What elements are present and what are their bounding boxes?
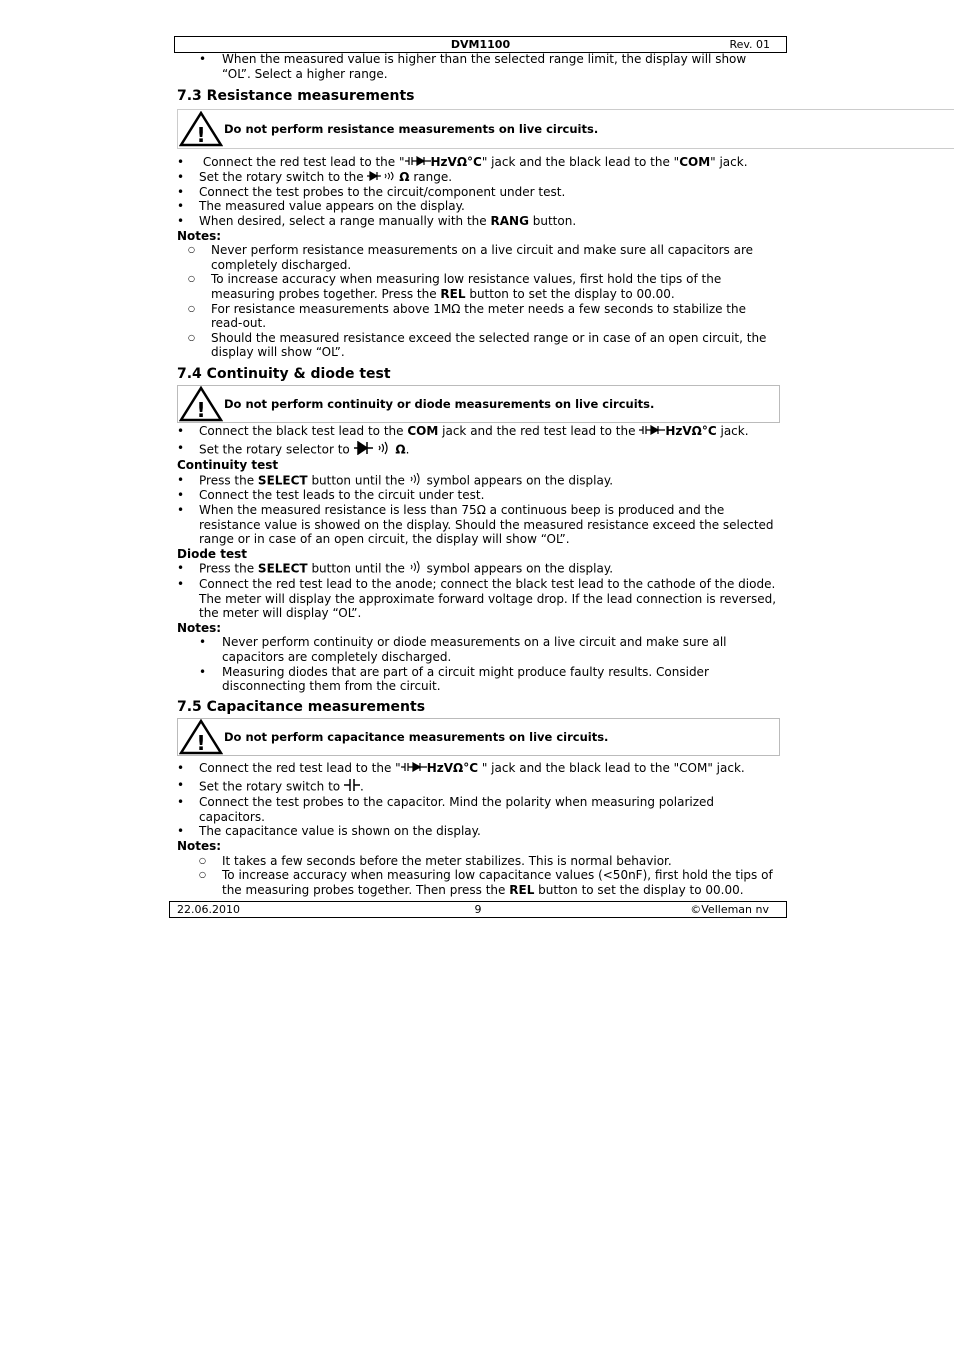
text: .: [359, 778, 364, 793]
notes-label: Notes:: [177, 228, 222, 243]
warning-box: [177, 718, 780, 756]
section-title-7-4: 7.4 Continuity & diode test: [177, 365, 391, 382]
text: Set the rotary switch to the: [199, 169, 364, 184]
text: Press the: [199, 473, 255, 488]
revision: Rev. 01: [729, 38, 770, 51]
text: range.: [413, 169, 453, 184]
warning-box: [177, 385, 780, 423]
text: Press the: [199, 561, 255, 576]
svg-text:!: !: [196, 730, 206, 755]
text: Connect the red test lead to the ": [202, 155, 405, 170]
notes-label: Notes:: [177, 838, 222, 853]
warning-text: Do not perform capacitance measurements on live circuits.: [224, 729, 609, 744]
page-header: [174, 36, 787, 53]
model-name: DVM1100: [450, 38, 511, 51]
continuity-notes: [177, 635, 777, 693]
list-item: ○ It takes a few seconds before the meter stabilizes. This is normal behavior.: [177, 854, 777, 869]
rel-label: REL: [440, 286, 466, 301]
list-item: ○ Never perform resistance measurements on a live circuit and make sure all capacitors are completely discharged.: [177, 243, 777, 272]
buzzer-icon: [409, 561, 423, 577]
list-item: [177, 170, 777, 185]
text: " jack and the black lead to the "COM" jack.: [478, 760, 745, 775]
page-content: [177, 52, 777, 897]
text: jack.: [720, 423, 749, 438]
list-item: • The capacitance value is shown on the display.: [177, 824, 777, 839]
text: To increase accuracy when measuring low resistance values, first hold the tips of the measuring probes together. Press the: [211, 272, 722, 301]
list-item: [177, 272, 777, 301]
cap-diode-icon: [401, 761, 427, 776]
text: " jack and the black lead to the ": [481, 155, 680, 170]
jack-label: HzVΩ°C: [665, 423, 717, 438]
continuity-test-label: Continuity test: [177, 458, 279, 473]
text: .: [405, 442, 410, 456]
capacitance-notes: [177, 854, 777, 898]
section-title-7-5: 7.5 Capacitance measurements: [177, 698, 426, 715]
list-item: [177, 424, 777, 439]
diode-buzzer-icon: [354, 441, 392, 459]
com-label: COM: [679, 155, 711, 170]
warning-text: Do not perform continuity or diode measurements on live circuits.: [224, 396, 655, 411]
list-item: ○ Should the measured resistance exceed the selected range or in case of an open circuit, the display will show “OL”.: [177, 331, 777, 360]
text: Set the rotary selector to: [199, 442, 350, 456]
select-label: SELECT: [257, 473, 308, 488]
cap-diode-icon: [405, 155, 431, 170]
footer-date: 22.06.2010: [177, 903, 240, 916]
text: Set the rotary switch to: [199, 778, 341, 793]
notes-label: Notes:: [177, 620, 222, 635]
list-item: • When the measured resistance is less than 75Ω a continuous beep is produced and the resistance value is showed on the display. Should the measured resistance exceed the selected range or in case of an open circuit, the display will show “OL”.: [177, 503, 777, 547]
list-item: [177, 155, 777, 170]
buzzer-icon: [409, 473, 423, 489]
svg-text:!: !: [196, 123, 206, 148]
warning-icon: [178, 719, 224, 755]
text: jack and the red test lead to the: [442, 423, 636, 438]
rang-label: RANG: [490, 213, 529, 228]
list-item: [177, 473, 777, 489]
copyright: ©Velleman nv: [690, 903, 769, 916]
capacitor-icon: [344, 778, 360, 796]
text: symbol appears on the display.: [426, 473, 614, 488]
page-footer: [169, 901, 787, 918]
diode-buzzer-icon: [367, 170, 395, 185]
list-item: [177, 761, 777, 776]
list-item: • Never perform continuity or diode measurements on a live circuit and make sure all capacitors are completely discharged.: [177, 635, 777, 664]
list-item: • Connect the test probes to the capacitor. Mind the polarity when measuring polarized capacitors.: [177, 795, 777, 824]
jack-label: HzVΩ°C: [426, 760, 479, 775]
text: button to set the display to 00.00.: [469, 286, 675, 301]
text: Connect the red test lead to the ": [199, 760, 401, 775]
cap-diode-icon: [639, 424, 665, 439]
text: symbol appears on the display.: [426, 561, 614, 576]
list-item: • Connect the test probes to the circuit/component under test.: [177, 185, 777, 200]
list-item: • The measured value appears on the display.: [177, 199, 777, 214]
rel-label: REL: [509, 882, 535, 897]
text: button until the: [311, 561, 405, 576]
ohm-label: Ω: [399, 169, 410, 184]
list-item: • Connect the test leads to the circuit under test.: [177, 488, 777, 503]
text: button.: [532, 213, 577, 228]
com-label: COM: [407, 423, 439, 438]
warning-icon: [178, 386, 224, 422]
resistance-notes: [177, 243, 777, 360]
continuity-steps: [177, 424, 777, 458]
continuity-test-steps: [177, 473, 777, 547]
text: button to set the display to 00.00.: [538, 882, 744, 897]
diode-test-label: Diode test: [177, 546, 247, 561]
select-label: SELECT: [257, 561, 308, 576]
section-title-7-3: 7.3 Resistance measurements: [177, 88, 415, 105]
warning-icon: [178, 111, 224, 147]
text: When desired, select a range manually with the: [199, 213, 487, 228]
ohm-label: Ω: [395, 442, 406, 456]
resistance-steps: [177, 155, 777, 228]
capacitance-steps: [177, 761, 777, 839]
text: " jack.: [710, 155, 748, 170]
list-item: • Connect the red test lead to the anode; connect the black test lead to the cathode of the diode. The meter will display the approximate forward voltage drop. If the lead connection is reversed, the meter will display “OL”.: [177, 577, 777, 621]
warning-text: Do not perform resistance measurements on live circuits.: [224, 121, 599, 136]
jack-label: HzVΩ°C: [430, 155, 482, 170]
text: To increase accuracy when measuring low capacitance values (<50nF), first hold the tips of the measuring probes together. Then press the: [222, 868, 773, 897]
list-item: [177, 214, 777, 229]
list-item: [177, 441, 777, 459]
list-item: ○ For resistance measurements above 1MΩ the meter needs a few seconds to stabilize the read-out.: [177, 302, 777, 331]
diode-test-steps: [177, 561, 777, 620]
list-item: • When the measured value is higher than the selected range limit, the display will show “OL”. Select a higher range.: [177, 52, 777, 81]
text: Connect the black test lead to the: [199, 423, 404, 438]
page-number: 9: [474, 903, 482, 916]
warning-box: [177, 109, 954, 149]
text: button until the: [311, 473, 405, 488]
list-item: • Measuring diodes that are part of a circuit might produce faulty results. Consider disconnecting them from the circuit.: [177, 665, 777, 694]
list-item: [177, 778, 777, 796]
list-item: [177, 868, 777, 897]
intro-list: [177, 52, 777, 81]
svg-text:!: !: [196, 397, 206, 422]
list-item: [177, 561, 777, 577]
